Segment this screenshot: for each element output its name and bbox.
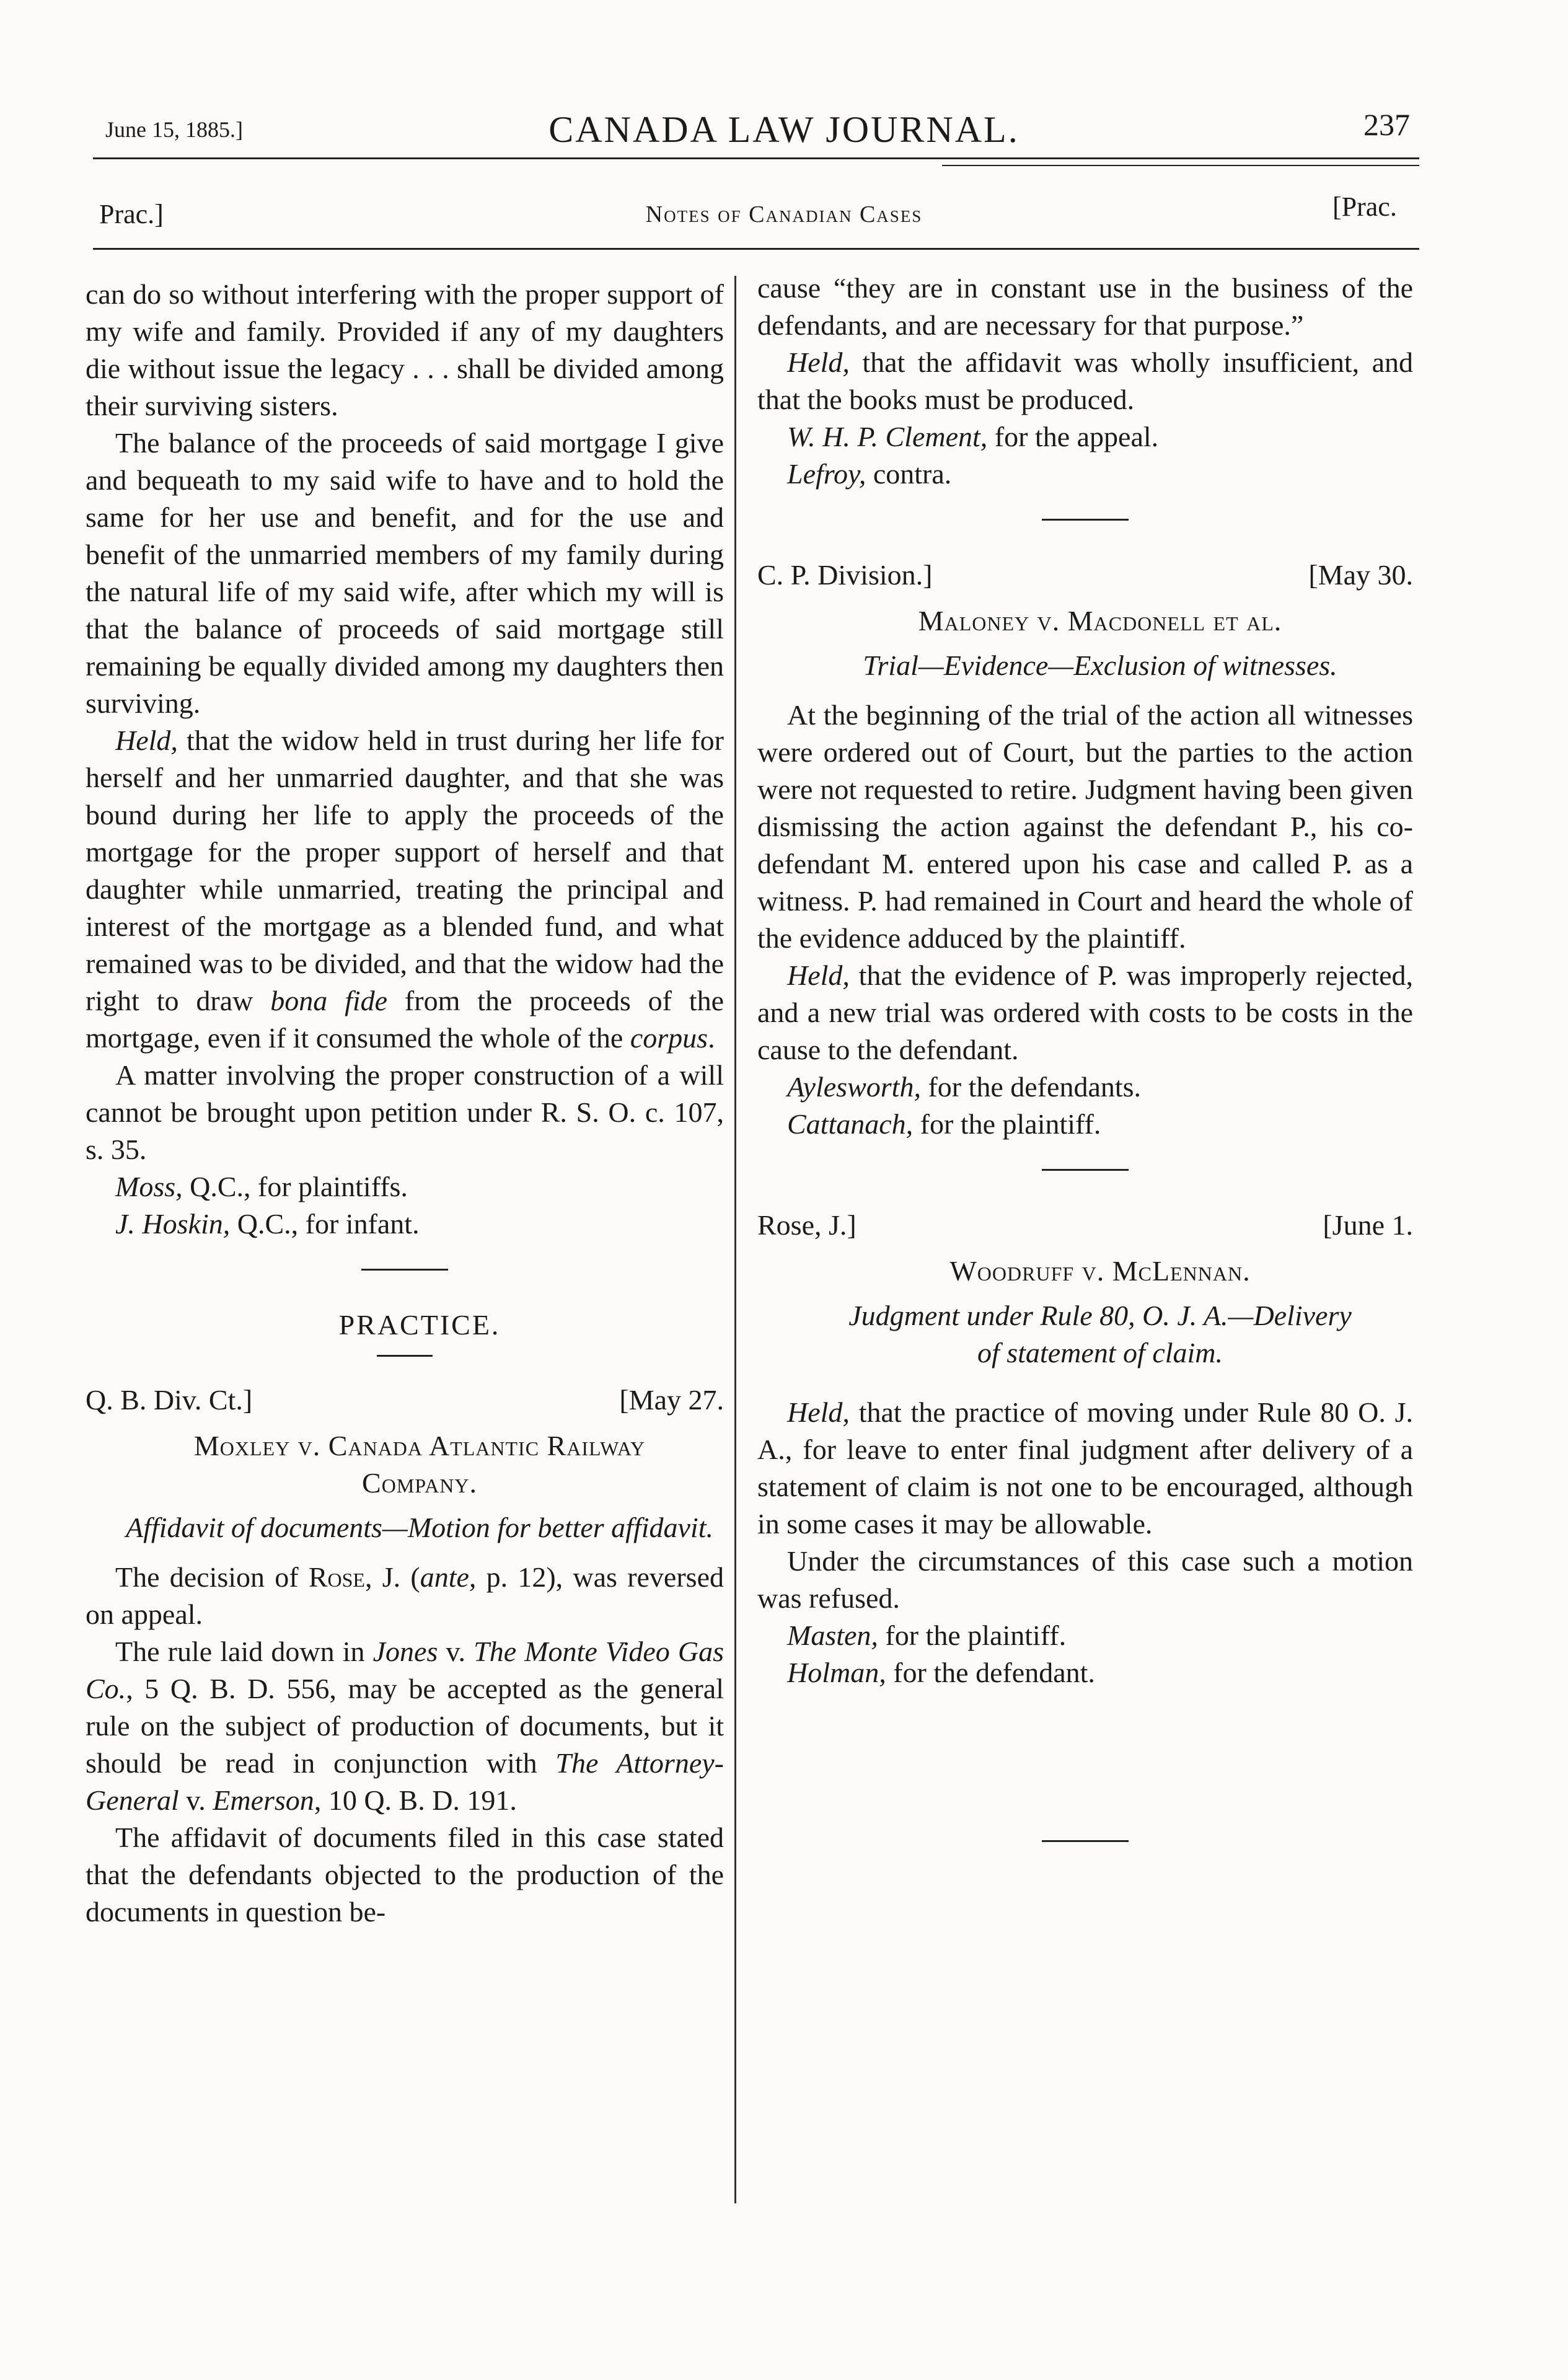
right-held-paragraph — [757, 344, 1413, 418]
case-topic: of statement of claim. — [977, 1337, 1223, 1368]
case-date: [May 30. — [1308, 559, 1413, 591]
right-held-paragraph — [757, 957, 1413, 1069]
case-citation: The Attorney-General — [86, 1747, 724, 1816]
counsel-role: for the plaintiff. — [913, 1108, 1101, 1140]
left-held-paragraph — [86, 722, 724, 1057]
left-paragraph: The balance of the proceeds of said mortgage I give and bequeath to my said wife to have and to hold the same for her use and benefit, and for the use and benefit of the unmarried members of my family during the natural life of my said wife, after which my will is that the balance of proceeds of said mortgage still remaining be equally divided among my daughters then surviving. — [86, 427, 724, 719]
left-column — [86, 276, 724, 1931]
counsel-line — [757, 1654, 1413, 1691]
counsel-line — [757, 1069, 1413, 1106]
section-separator — [361, 1269, 448, 1271]
header-date: June 15, 1885.] — [105, 117, 243, 142]
left-paragraph: A matter involving the proper construction of a will cannot be brought upon petition under R. S. O. c. 107, s. 35. — [86, 1059, 724, 1165]
held-text: from the proceeds of the mortgage, even if it consumed the whole of the — [86, 985, 724, 1054]
right-paragraph: At the beginning of the trial of the action all witnesses were ordered out of Court, but the parties to the action were not requested to retire. Judgment having been given dismissing the action against the defendant P., his co-defendant M. entered upon his case and called P. as a witness. P. had remained in Court and heard the whole of the evidence adduced by the plaintiff. — [757, 699, 1413, 954]
right-held-paragraph — [757, 1394, 1413, 1543]
held-text: that the practice of moving under Rule 80 O. J. A., for leave to enter final judgment after delivery of a statement of claim is not one to be encouraged, although in some cases it may be allowable. — [757, 1396, 1413, 1540]
italic-term: bona fide — [270, 985, 388, 1016]
judge-name: Rose, J. — [308, 1561, 401, 1593]
case-title: Maloney v. Macdonell et al. — [918, 605, 1282, 637]
header-rule-top — [93, 157, 1419, 159]
text: p. 12), was reversed on appeal. — [86, 1561, 724, 1630]
right-paragraph: Under the circumstances of this case such a motion was refused. — [757, 1545, 1413, 1614]
held-text: that the widow held in trust during her life for herself and her unmarried daughter, and that she was bound during her life to apply the proceeds of the mortgage for the proper support of herself and that daughter while unmarried, treating the principal and interest of the mortgage as a blended fund, and what remained was to be divided, and that the widow had the right to draw — [86, 725, 724, 1016]
case-separator — [1042, 1169, 1129, 1171]
counsel-line — [757, 1106, 1413, 1143]
held-label: Held, — [115, 725, 178, 756]
column-divider — [734, 276, 736, 2203]
header-rule-top-2 — [942, 165, 1419, 166]
case-title: Company. — [362, 1467, 477, 1499]
held-label: Held, — [787, 959, 850, 991]
case-topic: Judgment under Rule 80, O. J. A.—Delivery — [848, 1300, 1352, 1331]
counsel-name: Masten, — [787, 1620, 878, 1651]
counsel-name: Moss, — [115, 1171, 183, 1202]
case-topic: Affidavit of documents—Motion for better affidavit. — [125, 1512, 713, 1543]
right-column — [757, 270, 1413, 1878]
case-citation: The Monte Video Gas Co. — [86, 1636, 724, 1704]
counsel-name: J. Hoskin, — [115, 1208, 231, 1240]
counsel-line — [86, 1168, 724, 1205]
case-citation: Jones — [372, 1636, 438, 1667]
held-text: . — [708, 1022, 715, 1054]
running-head-center: Notes of Canadian Cases — [645, 201, 923, 227]
running-head-left: Prac.] — [99, 199, 164, 229]
case-separator — [1042, 519, 1129, 521]
counsel-line — [757, 1617, 1413, 1654]
case-date: [May 27. — [619, 1384, 724, 1416]
counsel-name: Lefroy, — [787, 458, 866, 490]
counsel-role: Q.C., for infant. — [230, 1208, 420, 1240]
text: ( — [400, 1561, 420, 1593]
held-text: that the affidavit was wholly insufficient, and that the books must be produced. — [757, 346, 1413, 415]
case-citation: Emerson — [213, 1784, 314, 1816]
text: The decision of — [115, 1561, 309, 1593]
counsel-role: Q.C., for plaintiffs. — [182, 1171, 408, 1202]
counsel-name: W. H. P. Clement, — [787, 421, 988, 452]
case-topic: Trial—Evidence—Exclusion of witnesses. — [863, 650, 1337, 681]
text: , 10 Q. B. D. 191. — [314, 1784, 517, 1816]
case-heading — [86, 1382, 724, 1419]
left-paragraph — [86, 1633, 724, 1819]
case-heading — [757, 557, 1413, 594]
case-court: C. P. Division.] — [757, 559, 933, 591]
italic-term: ante, — [420, 1561, 477, 1593]
section-separator — [377, 1355, 433, 1357]
counsel-name: Holman, — [787, 1657, 886, 1688]
text: , 5 Q. B. D. 556, may be accepted as the general rule on the subject of production of documents, but it should be read in conjunction with — [86, 1673, 724, 1779]
case-court: Q. B. Div. Ct.] — [86, 1384, 253, 1416]
running-head-right: [Prac. — [1332, 192, 1397, 222]
held-label: Held, — [787, 1396, 850, 1428]
left-paragraph: The affidavit of documents filed in this case stated that the defendants objected to the production of the documents in question be- — [86, 1822, 724, 1928]
end-separator — [1042, 1840, 1129, 1842]
counsel-line — [757, 418, 1413, 456]
section-heading: PRACTICE. — [338, 1309, 501, 1341]
case-court: Rose, J.] — [757, 1209, 857, 1241]
counsel-line — [86, 1205, 724, 1243]
case-heading — [757, 1207, 1413, 1244]
text: The rule laid down in — [115, 1636, 373, 1667]
italic-term: corpus — [630, 1022, 708, 1054]
left-paragraph — [86, 1559, 724, 1633]
counsel-role: for the plaintiff. — [878, 1620, 1067, 1651]
held-label: Held, — [787, 346, 850, 378]
page-number: 237 — [1363, 107, 1410, 142]
counsel-name: Cattanach, — [787, 1108, 914, 1140]
held-text: that the evidence of P. was improperly rejected, and a new trial was ordered with costs to be costs in the cause to the defendant. — [757, 959, 1413, 1065]
case-date: [June 1. — [1323, 1209, 1413, 1241]
counsel-role: for the defendants. — [920, 1071, 1142, 1103]
counsel-role: contra. — [866, 458, 952, 490]
counsel-line — [757, 456, 1413, 493]
counsel-role: for the appeal. — [987, 421, 1159, 452]
right-paragraph: cause “they are in constant use in the business of the defendants, and are necessary for that purpose.” — [757, 272, 1413, 341]
text: v. — [438, 1636, 474, 1667]
case-title: Moxley v. Canada Atlantic Railway — [193, 1430, 646, 1461]
left-paragraph: can do so without interfering with the proper support of my wife and family. Provided if any of my daughters die without issue the legacy . . . shall be divided among their surviving sisters. — [86, 278, 724, 421]
text: v. — [178, 1784, 213, 1816]
journal-title: CANADA LAW JOURNAL. — [548, 109, 1020, 150]
counsel-name: Aylesworth, — [787, 1071, 921, 1103]
counsel-role: for the defendant. — [886, 1657, 1095, 1688]
header-rule-bottom — [93, 248, 1419, 250]
case-title: Woodruff v. McLennan. — [949, 1255, 1251, 1287]
